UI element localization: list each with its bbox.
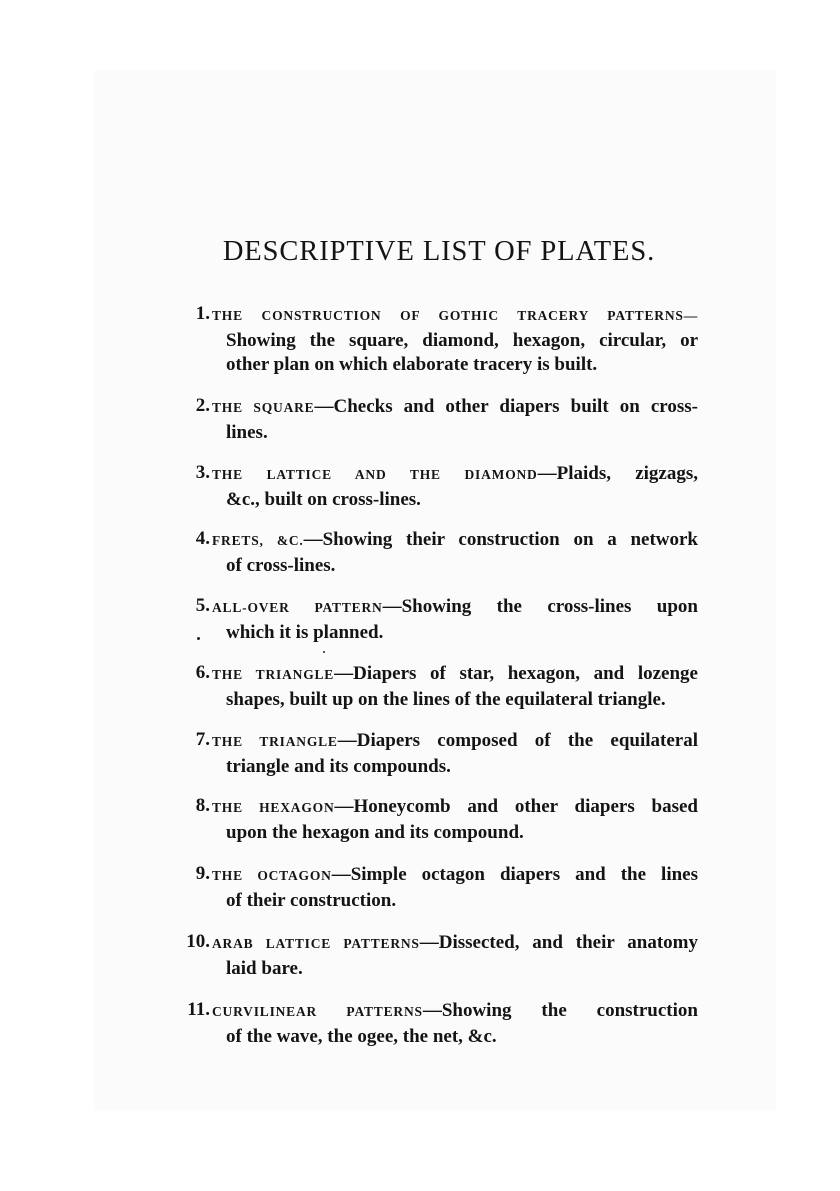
print-speck [323,651,325,653]
plate-description [212,729,698,779]
plate-number: 7. [195,729,210,750]
plate-description [212,303,698,378]
plate-description [212,595,698,645]
plate-lead: THE HEXAGON [212,800,335,815]
plate-line-2: lines. [226,421,268,443]
plate-number: 8. [195,795,210,816]
plate-number: 1. [195,303,210,324]
plate-lead: THE OCTAGON [212,868,332,883]
plate-line-2: upon the hexagon and its compound. [226,821,524,843]
plate-line-2: triangle and its compounds. [226,755,451,777]
plate-line-1-rest: —Dissected, and their anatomy [419,932,698,953]
plate-line-2: Showing the square, diamond, hexagon, circular, or [226,329,698,351]
plate-lead: CURVILINEAR PATTERNS [212,1004,423,1019]
plate-lead: ALL-OVER PATTERN [212,600,383,615]
plate-number: 6. [195,662,210,683]
plate-number: 4. [195,528,210,549]
plate-description [212,795,698,845]
plate-line-2: which it is planned. [226,621,384,643]
print-speck [197,637,200,640]
plate-line-1-rest: —Diapers composed of the equilateral [337,730,698,751]
plate-lead: THE CONSTRUCTION OF GOTHIC TRACERY PATTERNS— [212,308,698,323]
plate-number: 3. [195,462,210,483]
plate-description [212,863,698,913]
plate-line-3: other plan on which elaborate tracery is built. [226,354,598,375]
plate-line-1-rest: —Showing the construction [422,1000,698,1021]
plate-lead: FRETS, &C. [212,533,304,548]
plate-line-2: laid bare. [226,957,303,979]
plate-number: 9. [195,863,210,884]
plate-line-2: of their construction. [226,889,397,911]
plate-lead: THE TRIANGLE [212,734,338,749]
plate-number: 2. [195,395,210,416]
plate-line-1-rest: —Checks and other diapers built on cross- [314,396,699,417]
plate-line-1-rest: —Plaids, zigzags, [537,463,698,484]
plate-description [212,999,698,1049]
page-title: DESCRIPTIVE LIST OF PLATES. [222,236,656,267]
plate-lead: THE LATTICE AND THE DIAMOND [212,467,538,482]
plate-number: 5. [195,595,210,616]
plate-description [212,395,698,445]
plate-description [212,931,698,981]
plate-number: 10. [186,931,210,952]
plate-lead: ARAB LATTICE PATTERNS [212,936,420,951]
plate-line-2: shapes, built up on the lines of the equilateral triangle. [226,688,666,710]
plate-description [212,662,698,712]
plate-number: 11. [187,999,210,1020]
plate-line-1-rest: —Simple octagon diapers and the lines [331,864,698,885]
plate-line-2: of the wave, the ogee, the net, &c. [226,1025,497,1047]
plate-line-1-rest: —Diapers of star, hexagon, and lozenge [334,663,698,684]
plate-line-2: &c., built on cross-lines. [226,488,421,510]
plate-lead: THE SQUARE [212,400,315,415]
plate-line-2: of cross-lines. [226,554,336,576]
plate-description [212,528,698,578]
plate-lead: THE TRIANGLE [212,667,335,682]
plate-line-1-rest: —Showing their construction on a network [303,529,698,550]
plate-description [212,462,698,512]
plate-line-1-rest: —Honeycomb and other diapers based [334,796,698,817]
plate-line-1-rest: —Showing the cross-lines upon [382,596,698,617]
